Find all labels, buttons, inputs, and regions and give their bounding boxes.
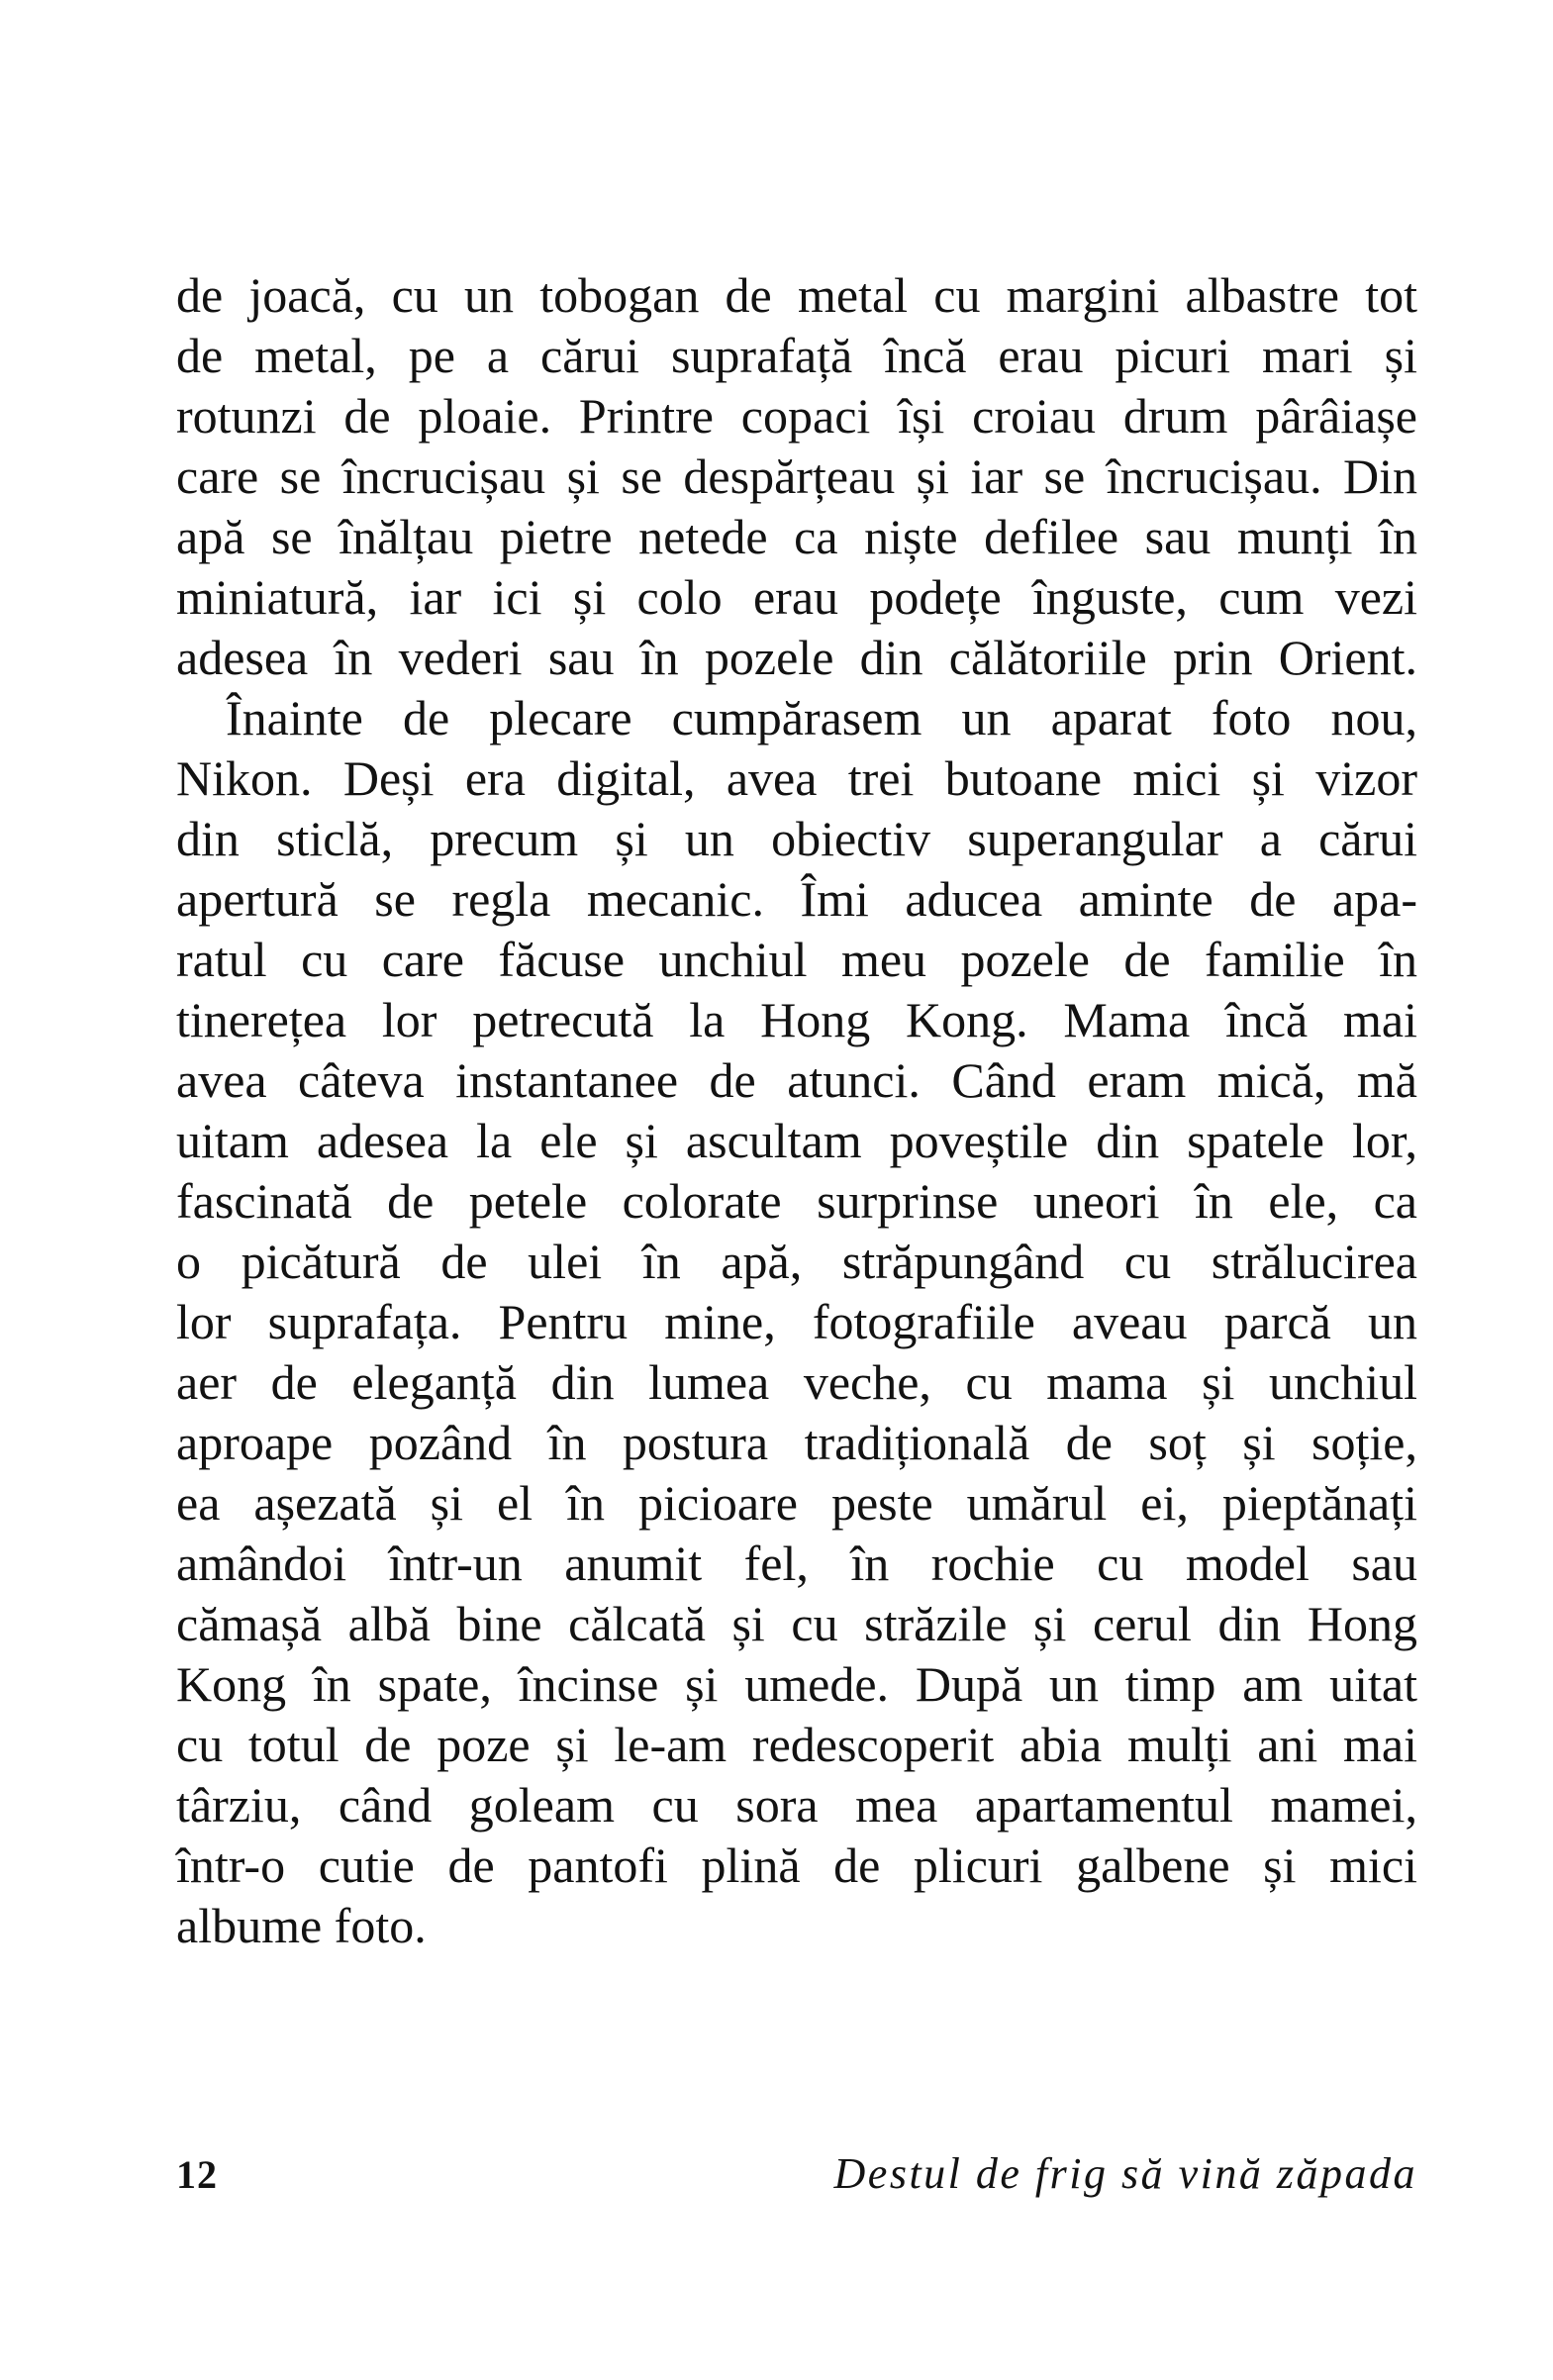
text-line: Nikon. Deși era digital, avea trei butoane mici și vizor: [176, 750, 1417, 806]
text-line: cu totul de poze și le-am redescoperit abia mulți ani mai: [176, 1717, 1417, 1772]
text-line: apertură se regla mecanic. Îmi aducea aminte de apa-: [176, 871, 1417, 927]
text-line: fascinată de petele colorate surprinse uneori în ele, ca: [176, 1173, 1417, 1229]
text-line: ea așezată și el în picioare peste umărul ei, pieptănați: [176, 1475, 1417, 1531]
running-title: Destul de frig să vină zăpada: [833, 2149, 1417, 2198]
text-line: care se încrucișau și se despărțeau și iar se încrucișau. Din: [176, 448, 1417, 504]
text-line: rotunzi de ploaie. Printre copaci își croiau drum pârâiașe: [176, 388, 1417, 444]
text-line: de joacă, cu un tobogan de metal cu margini albastre tot: [176, 267, 1417, 323]
text-line: adesea în vederi sau în pozele din călătoriile prin Orient.: [176, 630, 1417, 685]
text-line: aer de eleganță din lumea veche, cu mama și unchiul: [176, 1354, 1417, 1410]
text-line: de metal, pe a cărui suprafață încă erau picuri mari și: [176, 328, 1417, 383]
text-line: Kong în spate, încinse și umede. După un timp am uitat: [176, 1656, 1417, 1712]
text-line: ratul cu care făcuse unchiul meu pozele de familie în: [176, 932, 1417, 987]
text-line: albume foto.: [176, 1898, 427, 1953]
text-line: tinerețea lor petrecută la Hong Kong. Mama încă mai: [176, 992, 1417, 1047]
page-footer: [176, 2148, 1417, 2199]
text-line: avea câteva instantanee de atunci. Când eram mică, mă: [176, 1052, 1417, 1108]
text-line: miniatură, iar ici și colo erau podețe înguste, cum vezi: [176, 569, 1417, 625]
text-line: târziu, când goleam cu sora mea apartamentul mamei,: [176, 1777, 1417, 1833]
body-text: [176, 265, 1417, 1956]
text-line: cămașă albă bine călcată și cu străzile și cerul din Hong: [176, 1596, 1417, 1651]
text-line: aproape pozând în postura tradițională de soț și soție,: [176, 1415, 1417, 1470]
text-line: amândoi într-un anumit fel, în rochie cu model sau: [176, 1536, 1417, 1591]
text-line: Înainte de plecare cumpărasem un aparat foto nou,: [226, 690, 1417, 745]
text-line: o picătură de ulei în apă, străpungând cu strălucirea: [176, 1234, 1417, 1289]
text-line: uitam adesea la ele și ascultam poveștile din spatele lor,: [176, 1113, 1417, 1168]
text-line: într-o cutie de pantofi plină de plicuri galbene și mici: [176, 1837, 1417, 1893]
page-number: 12: [176, 2152, 218, 2197]
text-line: din sticlă, precum și un obiectiv superangular a cărui: [176, 811, 1417, 866]
text-line: apă se înălțau pietre netede ca niște defilee sau munți în: [176, 509, 1417, 564]
text-line: lor suprafața. Pentru mine, fotografiile aveau parcă un: [176, 1294, 1417, 1349]
